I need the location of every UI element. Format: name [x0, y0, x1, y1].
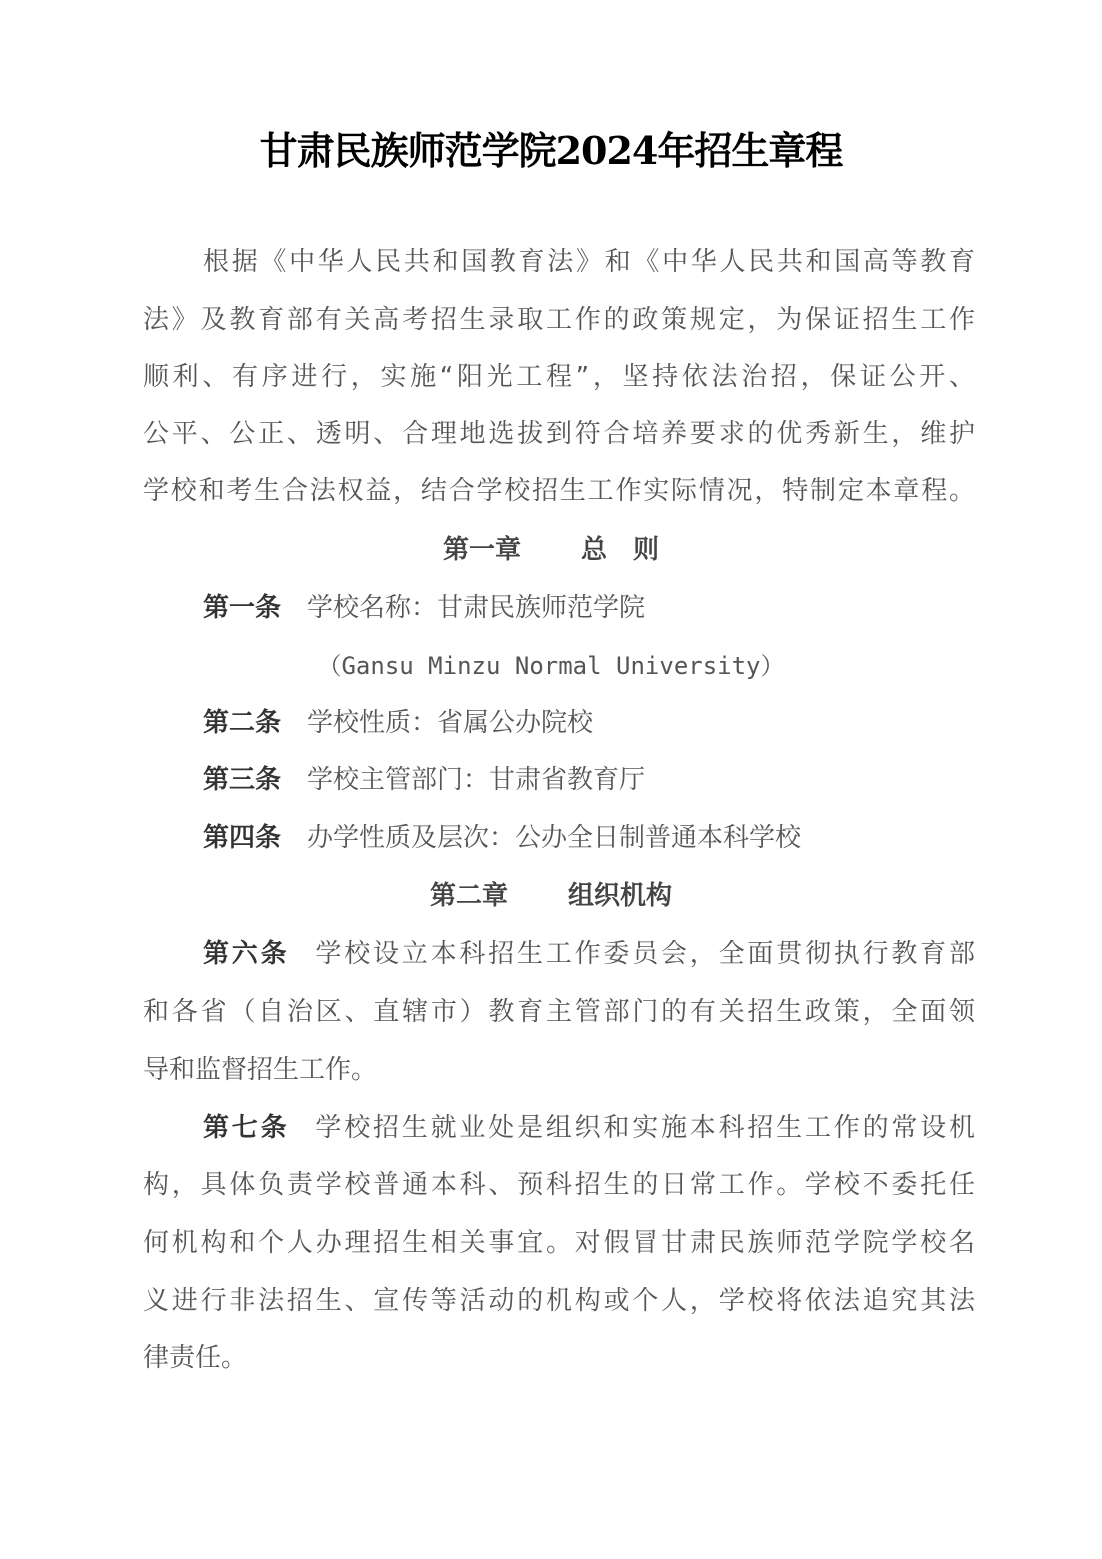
preamble-line: 根据《中华人民共和国教育法》和《中华人民共和国高等教育	[203, 247, 975, 277]
article-label: 第七条	[203, 1113, 290, 1143]
article-text: 办学性质及层次：公办全日制普通本科学校	[307, 823, 802, 853]
preamble-line: 法》及教育部有关高考招生录取工作的政策规定，为保证招生工作	[143, 305, 975, 335]
chapter-number: 第一章	[442, 535, 521, 565]
chapter-name: 组织机构	[568, 881, 673, 911]
article-label: 第二条	[203, 708, 282, 738]
chapter-heading-2	[0, 876, 1102, 916]
preamble-line: 公平、公正、透明、合理地选拔到符合培养要求的优秀新生，维护	[143, 419, 975, 449]
article-7-line: 何机构和个人办理招生相关事宜。对假冒甘肃民族师范学院学校名	[143, 1228, 975, 1258]
chapter-name: 总 则	[581, 535, 660, 565]
article-text: 学校主管部门：甘肃省教育厅	[307, 765, 646, 795]
article-text: 学校名称：甘肃民族师范学院	[307, 593, 646, 623]
document-title: 甘肃民族师范学院2024年招生章程	[259, 128, 843, 173]
article-7-line: 义进行非法招生、宣传等活动的机构或个人，学校将依法追究其法	[143, 1286, 975, 1316]
article-6-line	[203, 934, 975, 974]
article-label: 第六条	[203, 939, 290, 969]
article-6-line: 导和监督招生工作。	[143, 1055, 378, 1085]
article-1	[203, 588, 975, 628]
preamble-line: 顺利、有序进行，实施“阳光工程”，坚持依法治招，保证公开、	[143, 362, 975, 392]
article-3	[203, 760, 975, 800]
article-6-line: 和各省（自治区、直辖市）教育主管部门的有关招生政策，全面领	[143, 997, 975, 1027]
article-text: 学校性质：省属公办院校	[307, 708, 594, 738]
article-text: 学校设立本科招生工作委员会，全面贯彻执行教育部	[315, 939, 975, 969]
school-english-name: （Gansu Minzu Normal University）	[317, 652, 785, 680]
article-4	[203, 818, 975, 858]
article-label: 第四条	[203, 823, 282, 853]
chapter-heading-1	[0, 530, 1102, 570]
article-label: 第三条	[203, 765, 282, 795]
article-7-line: 律责任。	[143, 1343, 248, 1373]
article-7-line: 构，具体负责学校普通本科、预科招生的日常工作。学校不委托任	[143, 1170, 975, 1200]
article-2	[203, 703, 975, 743]
article-7-line	[203, 1108, 975, 1148]
preamble-line: 学校和考生合法权益，结合学校招生工作实际情况，特制定本章程。	[143, 476, 975, 506]
chapter-number: 第二章	[429, 881, 508, 911]
article-label: 第一条	[203, 593, 282, 623]
article-text: 学校招生就业处是组织和实施本科招生工作的常设机	[315, 1113, 975, 1143]
